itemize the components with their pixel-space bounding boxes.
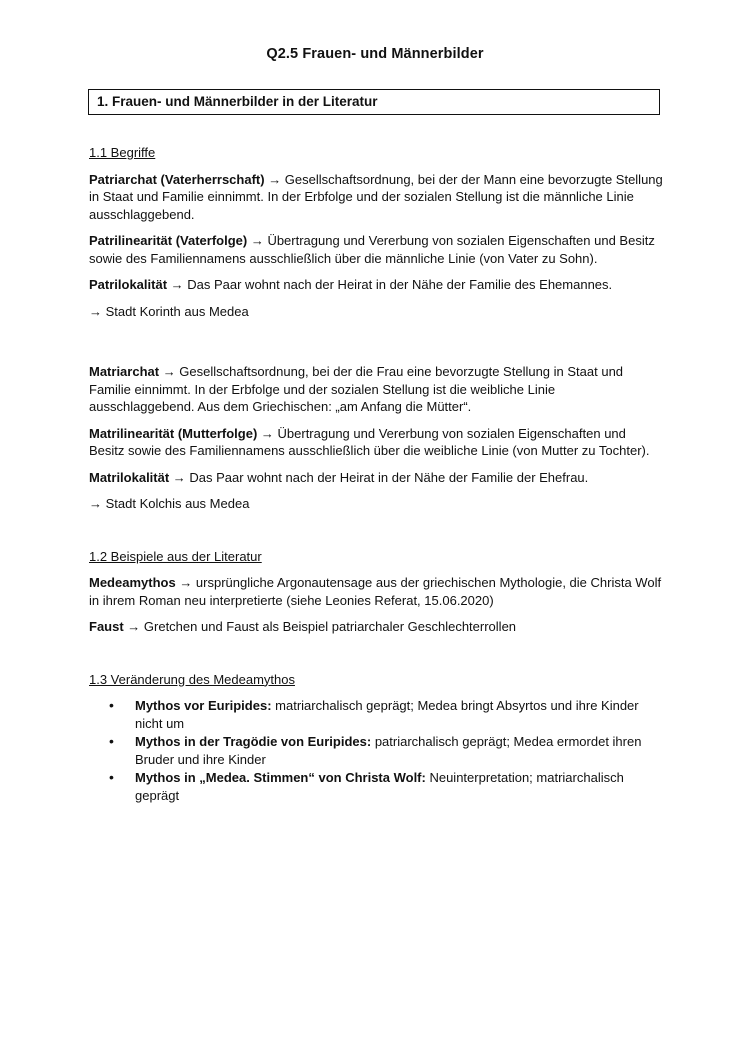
section-heading-box: [88, 89, 660, 115]
term: Matrilinearität (Mutterfolge): [89, 425, 258, 441]
definition-text: → Übertragung und Vererbung von sozialen Eigenschaften und Besitz sowie des Familiennamens ausschließlich über die weibliche Linie (von Mutter zu Tochter).: [89, 425, 650, 458]
definition-patriarchat: [89, 171, 664, 224]
list-item: [135, 733, 664, 768]
example-faust: [89, 618, 664, 636]
definition-text: → Gesellschaftsordnung, bei der der Mann eine bevorzugte Stellung in Staat und Familie einnimmt. In der Erbfolge und der sozialen Stellung ist die männliche Linie ausschlaggebend.: [89, 171, 663, 222]
note-text: → Stadt Kolchis aus Medea: [89, 496, 250, 511]
list-item-text: patriarchalisch geprägt; Medea ermordet ihren Bruder und ihre Kinder: [135, 734, 642, 767]
definition-text: → Das Paar wohnt nach der Heirat in der Nähe der Familie des Ehemannes.: [167, 277, 613, 292]
subsection-heading-veraenderung: 1.3 Veränderung des Medeamythos: [89, 671, 295, 687]
document-title: Q2.5 Frauen- und Männerbilder: [266, 46, 484, 62]
definition-matriarchat: [89, 363, 664, 416]
spacer: [89, 645, 664, 671]
term: Mythos vor Euripides:: [135, 698, 272, 713]
subsection-heading-beispiele: 1.2 Beispiele aus der Literatur: [89, 548, 262, 564]
list-item-text: Neuinterpretation; matriarchalisch geprägt: [135, 770, 624, 803]
bullet-list: [89, 697, 664, 804]
list-item-text: matriarchalisch geprägt; Medea bringt Absyrtos und ihre Kinder nicht um: [135, 698, 639, 731]
definition-text: → Übertragung und Vererbung von sozialen Eigenschaften und Besitz sowie des Familiennamens ausschließlich über die männliche Linie (von Vater zu Sohn).: [89, 233, 655, 266]
spacer: [89, 522, 664, 548]
term: Faust: [89, 619, 124, 634]
term: Medeamythos: [89, 575, 176, 590]
definition-matrilokalitaet: [89, 469, 664, 487]
subsection-heading-begriffe: 1.1 Begriffe: [89, 145, 156, 160]
definition-text: → Das Paar wohnt nach der Heirat in der Nähe der Familie der Ehefrau.: [169, 469, 589, 485]
term: Matriarchat: [89, 364, 160, 379]
note-text: → Stadt Korinth aus Medea: [89, 303, 249, 319]
term: Matrilokalität: [89, 469, 170, 485]
note-korinth: [89, 303, 664, 321]
definition-text: → Gesellschaftsordnung, bei der die Frau eine bevorzugte Stellung in Staat und Familie einnimmt. In der Erbfolge und der sozialen Stellung ist die weibliche Linie ausschlaggebend. Aus dem Griechischen: „am Anfang die Mütter“.: [89, 364, 624, 414]
note-kolchis: [89, 495, 664, 513]
spacer: [89, 329, 664, 363]
term: Patrilinearität (Vaterfolge): [89, 233, 248, 248]
term: Mythos in „Medea. Stimmen“ von Christa Wolf:: [135, 770, 426, 785]
definition-matrilinearitaet: [89, 425, 664, 460]
term: Patrilokalität: [89, 277, 168, 292]
term: Patriarchat (Vaterherrschaft): [89, 171, 265, 187]
document-body: [89, 144, 664, 805]
example-medeamythos: [89, 574, 664, 609]
definition-patrilinearitaet: [89, 232, 664, 267]
section-heading: 1. Frauen- und Männerbilder in der Literatur: [97, 94, 378, 109]
term: Mythos in der Tragödie von Euripides:: [135, 734, 372, 749]
list-item: [135, 697, 664, 732]
example-text: → Gretchen und Faust als Beispiel patriarchaler Geschlechterrollen: [123, 619, 517, 634]
definition-patrilokalitaet: [89, 276, 664, 294]
example-text: → ursprüngliche Argonautensage aus der griechischen Mythologie, die Christa Wolf in ihrem Roman neu interpretierte (siehe Leonies Referat, 15.06.2020): [89, 575, 662, 608]
list-item: [135, 769, 664, 804]
